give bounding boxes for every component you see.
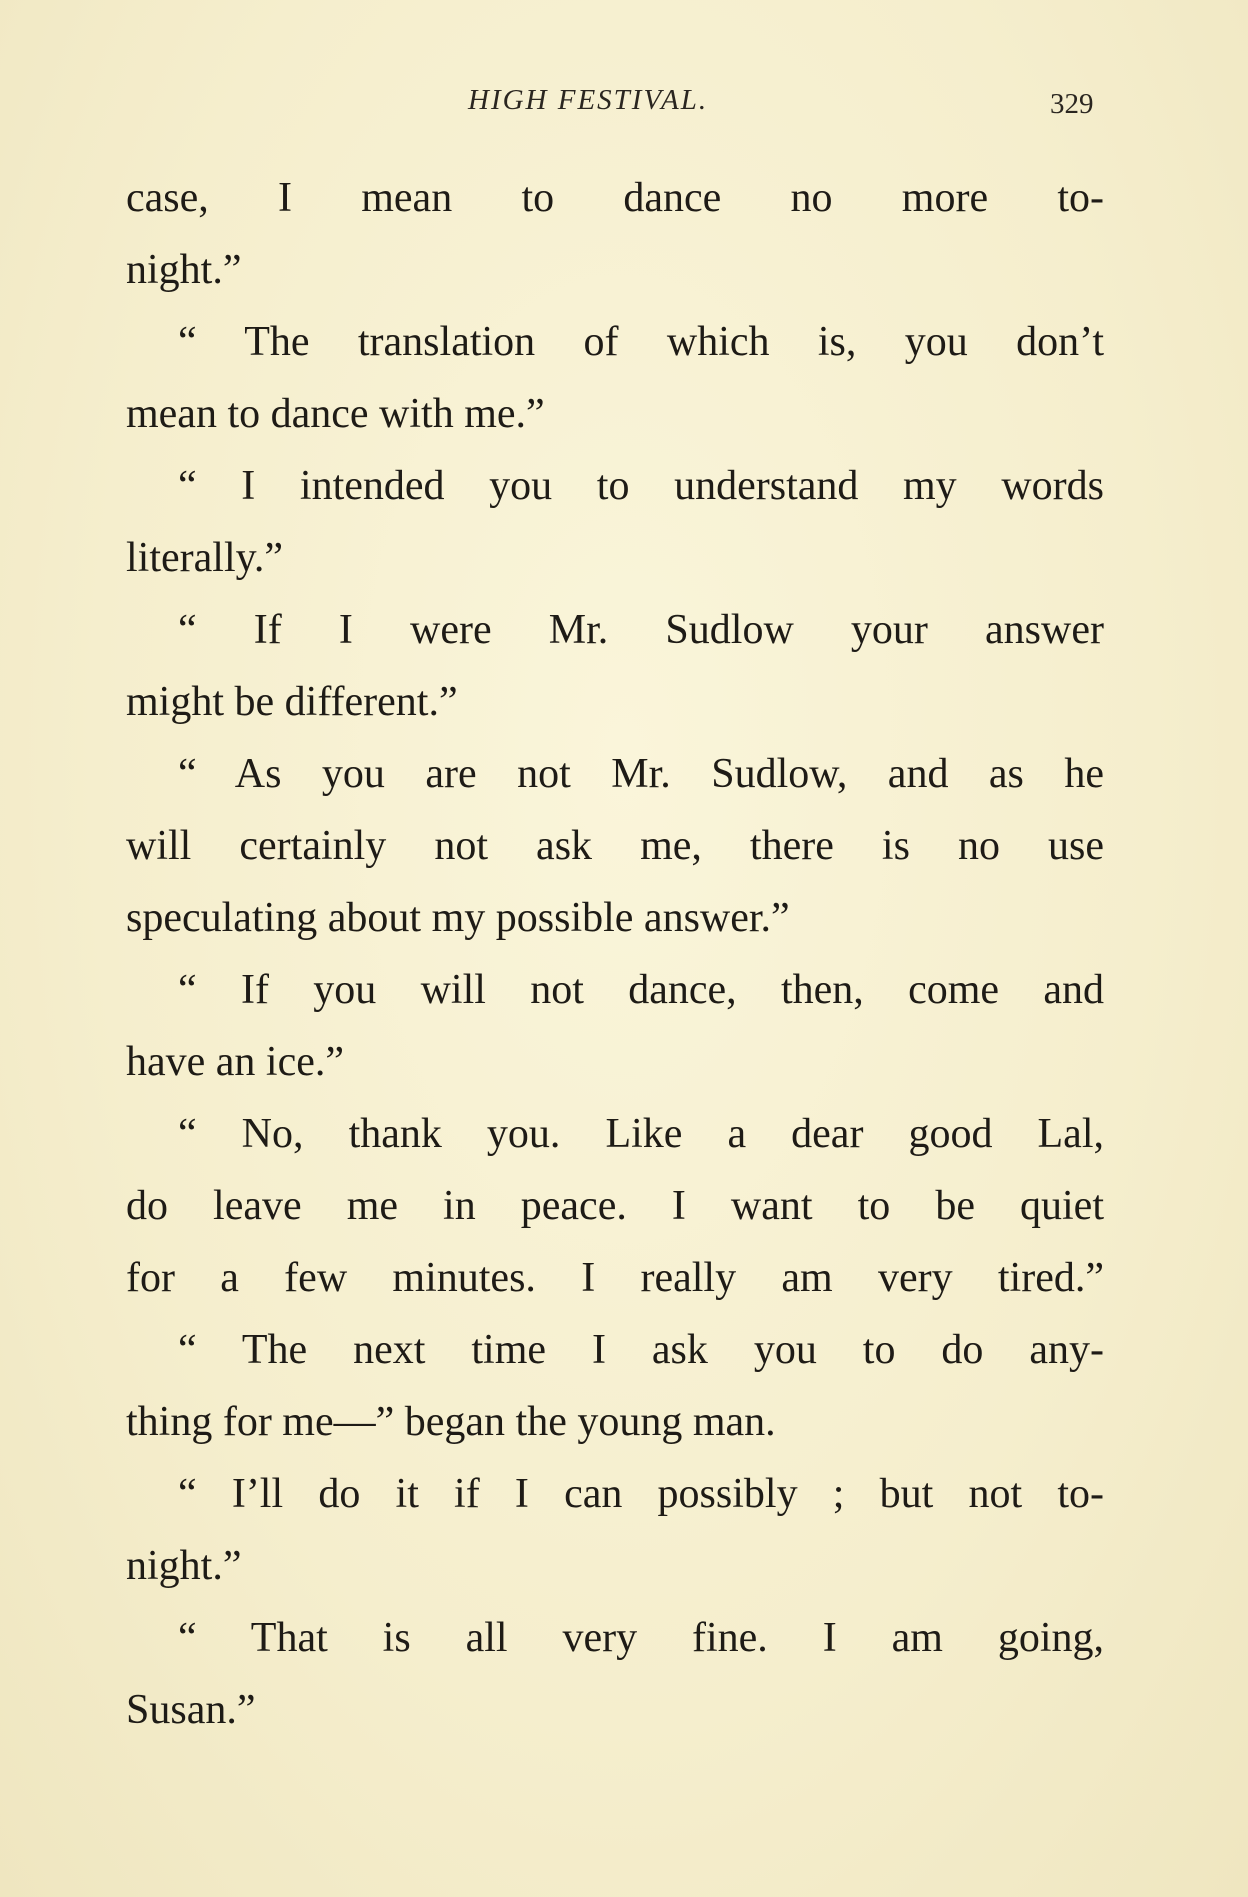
text-line: for a few minutes. I really am very tired.” (126, 1255, 1104, 1301)
text-line: night.” (126, 1543, 242, 1589)
text-line: “ If you will not dance, then, come and (178, 967, 1104, 1013)
text-line: have an ice.” (126, 1039, 345, 1085)
text-line: “ I’ll do it if I can possibly ; but not to- (178, 1471, 1104, 1517)
running-head (0, 84, 1248, 134)
text-line: literally.” (126, 535, 284, 581)
page-number: 329 (1050, 88, 1094, 120)
text-line: speculating about my possible answer.” (126, 895, 790, 941)
text-line: “ If I were Mr. Sudlow your answer (178, 607, 1104, 653)
text-line: “ The next time I ask you to do any- (178, 1327, 1104, 1373)
text-line: “ The translation of which is, you don’t (178, 319, 1104, 365)
text-line: mean to dance with me.” (126, 391, 545, 437)
text-line: night.” (126, 247, 242, 293)
running-title: HIGH FESTIVAL. (468, 84, 709, 116)
text-line: might be different.” (126, 679, 458, 725)
text-line: case, I mean to dance no more to- (126, 175, 1104, 221)
text-line: “ I intended you to understand my words (178, 463, 1104, 509)
text-line: Susan.” (126, 1687, 256, 1733)
text-line: do leave me in peace. I want to be quiet (126, 1183, 1104, 1229)
text-line: will certainly not ask me, there is no use (126, 823, 1104, 869)
text-line: “ As you are not Mr. Sudlow, and as he (178, 751, 1104, 797)
body-text (126, 162, 1104, 1746)
text-line: thing for me—” began the young man. (126, 1399, 776, 1445)
text-line: “ No, thank you. Like a dear good Lal, (178, 1111, 1104, 1157)
text-line: “ That is all very fine. I am going, (178, 1615, 1104, 1661)
